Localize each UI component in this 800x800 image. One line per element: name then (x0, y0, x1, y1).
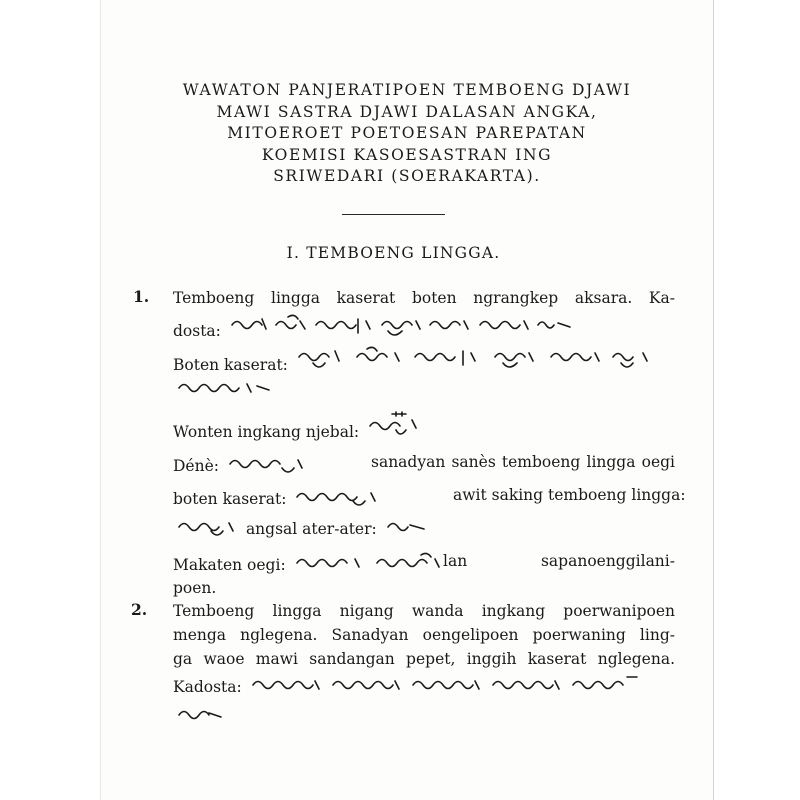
item-text: Makaten oegi: (173, 556, 286, 574)
item-text: boten kaserat: (173, 490, 287, 508)
item-text-line: Temboeng lingga nigang wanda ingkang poerwanipoen (173, 602, 675, 620)
item-text-line (173, 410, 428, 442)
item-text-line (173, 485, 385, 509)
item-text-line (173, 673, 651, 697)
item-text-line: ga waoe mawi sandangan pepet, inggih kaserat nglegena. (173, 650, 675, 668)
javanese-script-glyphs (226, 452, 310, 474)
item-text-line (173, 703, 227, 727)
heading-line: WAWATON PANJERATIPOEN TEMBOENG DJAWI (182, 81, 632, 99)
item-text-line (173, 551, 475, 575)
javanese-script-glyphs (249, 673, 649, 695)
document-page (100, 0, 714, 800)
item-text-line (173, 376, 277, 400)
item-text-line: Temboeng lingga kaserat boten ngrangkep aksara. Ka- (173, 289, 675, 307)
item-text-line: menga nglegena. Sanadyan oengelipoen poerwaning ling- (173, 626, 675, 644)
section-title: I. TEMBOENG LINGGA. (286, 244, 501, 262)
item-text-line (173, 452, 312, 476)
item-text: angsal ater-ater: (245, 520, 377, 538)
javanese-script-glyphs (384, 515, 430, 537)
item-text-line: awit saking temboeng lingga: (453, 486, 686, 504)
heading-line: KOEMISI KASOESASTRAN ING (261, 145, 553, 164)
document-heading (101, 80, 713, 188)
javanese-script-glyphs (228, 313, 578, 339)
item-text-line: sanadyan sanès temboeng lingga oegi (371, 453, 675, 471)
item-text-line: poen. (173, 579, 217, 597)
item-text-line (173, 515, 432, 539)
item-text-line: lan sapanoenggilani- (443, 552, 675, 570)
item-text: Dénè: (173, 457, 219, 475)
item-text: dosta: (173, 322, 221, 340)
heading-line: SRIWEDARI (SOERAKARTA). (273, 167, 541, 185)
javanese-script-glyphs (175, 376, 275, 398)
item-text: Kadosta: (173, 678, 242, 696)
item-text: Wonten ingkang njebal: (173, 423, 360, 441)
javanese-script-glyphs (293, 485, 383, 507)
item-text: Boten kaserat: (173, 356, 288, 374)
javanese-script-glyphs (175, 515, 239, 537)
item-text-line (173, 313, 580, 341)
javanese-script-glyphs (366, 410, 426, 440)
javanese-script-glyphs (295, 345, 655, 373)
heading-line: MAWI SASTRA DJAWI DALASAN ANGKA, (216, 102, 598, 121)
heading-line: MITOEROET POETOESAN PAREPATAN (227, 124, 587, 142)
item-text-line (173, 345, 657, 375)
item-number: 1. (133, 287, 150, 306)
item-number: 2. (131, 600, 148, 619)
javanese-script-glyphs (175, 703, 225, 725)
heading-divider (342, 214, 445, 215)
